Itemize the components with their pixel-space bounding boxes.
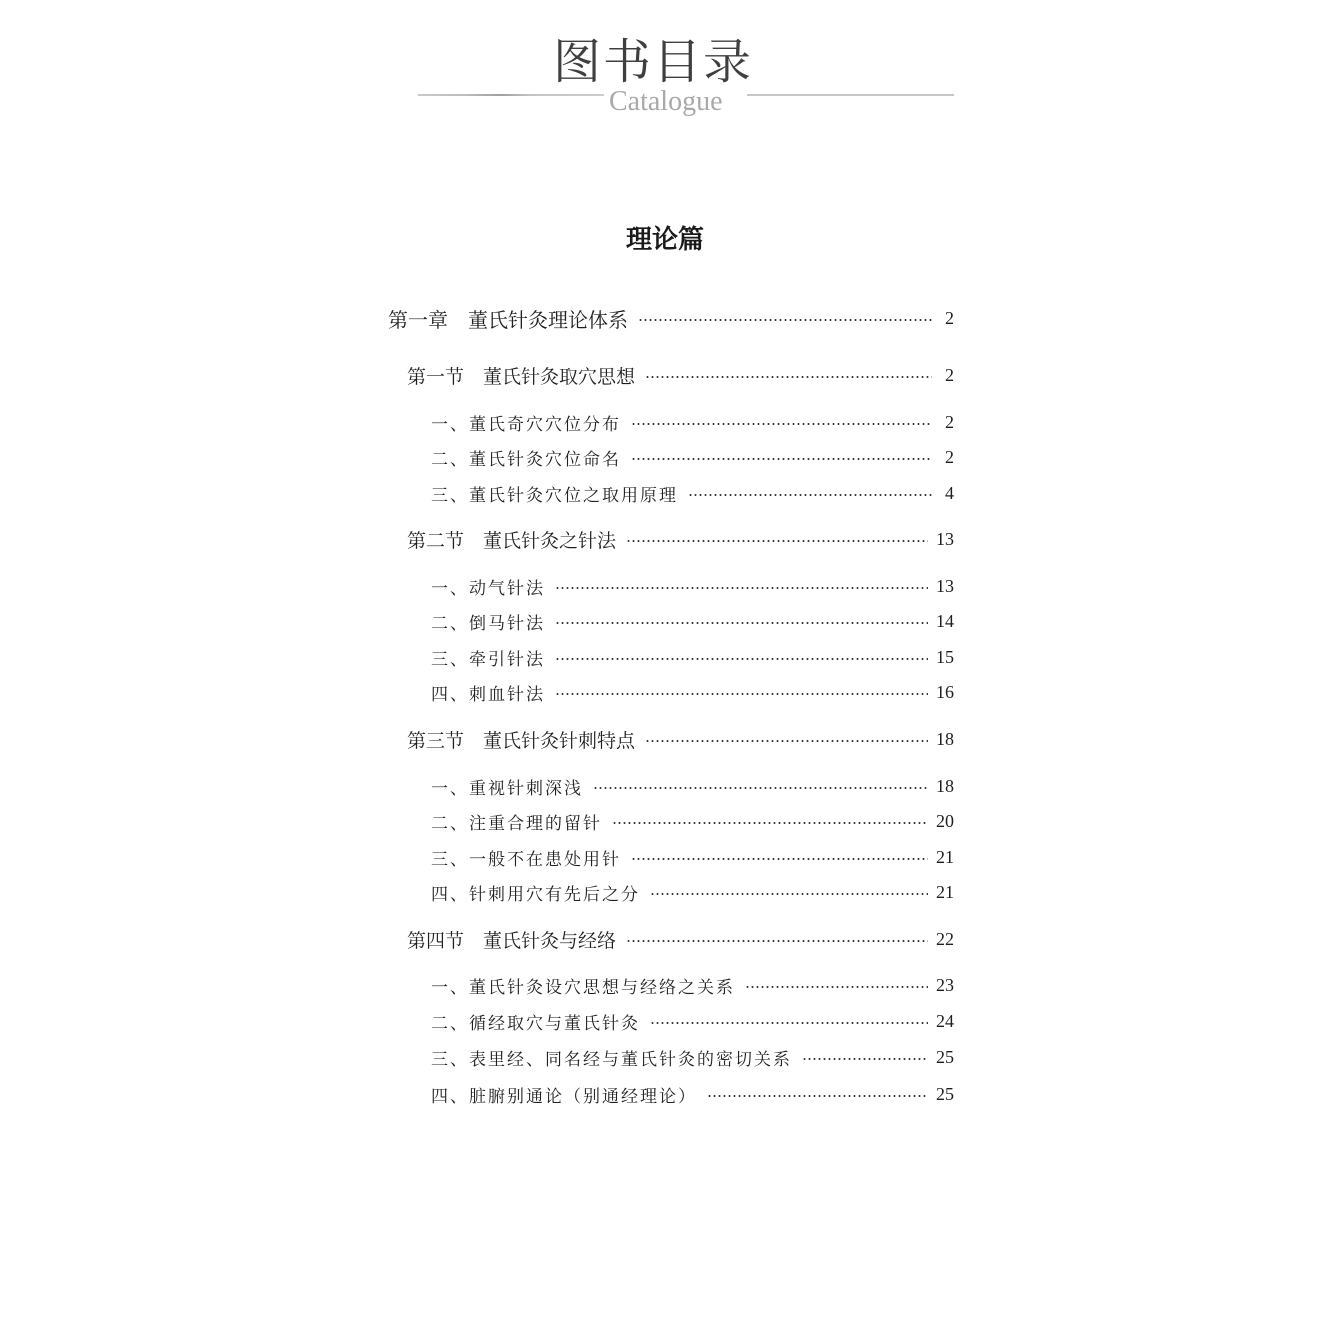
toc-page-number: 2 (945, 364, 954, 385)
toc-page-number: 23 (936, 974, 954, 995)
toc-item[interactable] (431, 1043, 954, 1071)
dot-leader (645, 376, 932, 378)
toc-item[interactable] (431, 572, 954, 600)
toc-page-number: 15 (936, 646, 954, 667)
toc-page-number: 14 (936, 610, 954, 631)
dot-leader (638, 319, 932, 321)
toc-label: 二、董氏针灸穴位命名 (431, 449, 621, 470)
dot-leader (745, 986, 928, 988)
dot-leader (688, 494, 932, 496)
toc-page-number: 22 (936, 928, 954, 949)
toc-section-3[interactable] (407, 725, 954, 753)
dot-leader (802, 1058, 928, 1060)
toc-page-number: 25 (936, 1083, 954, 1104)
toc-page-number: 21 (936, 881, 954, 902)
toc-item[interactable] (431, 878, 954, 906)
toc-page-number: 21 (936, 846, 954, 867)
toc-item[interactable] (431, 1007, 954, 1035)
toc-label: 一、重视针刺深浅 (431, 778, 583, 799)
toc-label: 第一章 董氏针灸理论体系 (388, 307, 628, 332)
toc-label: 二、倒马针法 (431, 613, 545, 634)
toc-chapter-1[interactable] (388, 304, 954, 332)
toc-label: 一、董氏针灸设穴思想与经络之关系 (431, 977, 735, 998)
toc-page-number: 13 (936, 575, 954, 596)
toc-label: 第四节 董氏针灸与经络 (407, 929, 617, 952)
toc-page-number: 18 (936, 775, 954, 796)
toc-label: 二、注重合理的留针 (431, 813, 602, 834)
toc-item[interactable] (431, 843, 954, 871)
toc-page-number: 13 (936, 528, 954, 549)
toc-item[interactable] (431, 1080, 954, 1108)
toc-label: 第一节 董氏针灸取穴思想 (407, 365, 636, 388)
toc-page-number: 2 (945, 446, 954, 467)
toc-item[interactable] (431, 443, 954, 471)
part-title: 理论篇 (625, 225, 704, 255)
toc-label: 四、脏腑别通论（别通经理论） (431, 1086, 697, 1107)
dot-leader (631, 458, 932, 460)
toc-item[interactable] (431, 772, 954, 800)
toc-label: 四、针刺用穴有先后之分 (431, 884, 640, 905)
dot-leader (555, 587, 928, 589)
toc-page-number: 2 (945, 411, 954, 432)
dot-leader (650, 893, 928, 895)
toc-label: 一、董氏奇穴穴位分布 (431, 414, 621, 435)
toc-page-number: 18 (936, 728, 954, 749)
toc-item[interactable] (431, 971, 954, 999)
toc-label: 三、一般不在患处用针 (431, 849, 621, 870)
toc-item[interactable] (431, 807, 954, 835)
toc-label: 一、动气针法 (431, 578, 545, 599)
dot-leader (555, 658, 928, 660)
dot-leader (612, 822, 928, 824)
toc-section-4[interactable] (407, 925, 954, 953)
toc-label: 三、表里经、同名经与董氏针灸的密切关系 (431, 1049, 792, 1070)
catalogue-subtitle: Catalogue (609, 86, 723, 117)
toc-item[interactable] (431, 678, 954, 706)
dot-leader (707, 1095, 928, 1097)
toc-page-number: 25 (936, 1046, 954, 1067)
toc-label: 四、刺血针法 (431, 684, 545, 705)
toc-label: 三、牵引针法 (431, 649, 545, 670)
toc-label: 第二节 董氏针灸之针法 (407, 529, 617, 552)
toc-item[interactable] (431, 643, 954, 671)
dot-leader (555, 622, 928, 624)
toc-label: 第三节 董氏针灸针刺特点 (407, 729, 636, 752)
toc-label: 三、董氏针灸穴位之取用原理 (431, 485, 678, 506)
toc-page-number: 16 (936, 681, 954, 702)
dot-leader (555, 693, 928, 695)
dot-leader (593, 787, 928, 789)
toc-item[interactable] (431, 607, 954, 635)
dot-leader (631, 423, 932, 425)
toc-page-number: 2 (945, 307, 954, 328)
toc-label: 二、循经取穴与董氏针灸 (431, 1013, 640, 1034)
toc-page-number: 4 (945, 482, 954, 503)
dot-leader (626, 940, 928, 942)
toc-page-number: 24 (936, 1010, 954, 1031)
toc-section-1[interactable] (407, 361, 954, 389)
catalogue-title: 图书目录 (553, 34, 754, 90)
toc-section-2[interactable] (407, 525, 954, 553)
toc-page-number: 20 (936, 810, 954, 831)
dot-leader (631, 858, 928, 860)
toc-item[interactable] (431, 408, 954, 436)
dot-leader (645, 740, 928, 742)
dot-leader (650, 1022, 928, 1024)
dot-leader (626, 540, 928, 542)
toc-item[interactable] (431, 479, 954, 507)
